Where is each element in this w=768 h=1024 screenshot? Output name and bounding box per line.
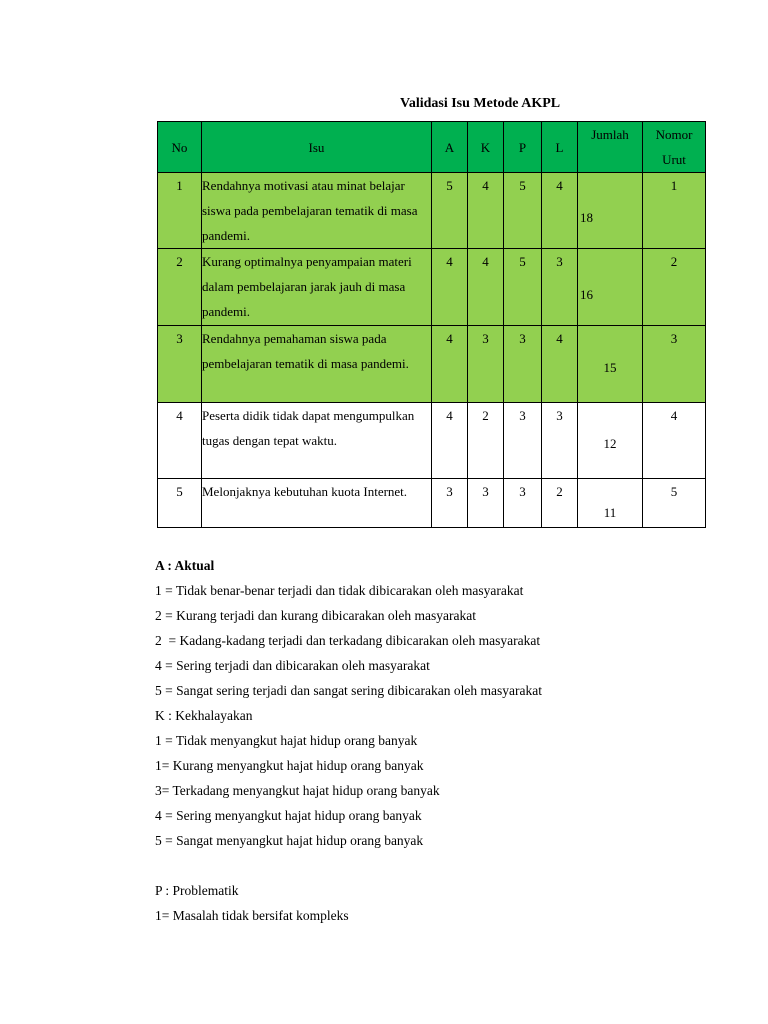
- cell-a: 4: [432, 326, 468, 403]
- cell-jumlah: 15: [578, 326, 643, 403]
- legend-aktual-item: 2 = Kurang terjadi dan kurang dibicarakan oleh masyarakat: [155, 608, 476, 623]
- cell-k: 4: [468, 173, 504, 249]
- cell-no: 3: [158, 326, 202, 403]
- issue-validation-table: [157, 121, 706, 528]
- table-body: [158, 173, 706, 528]
- cell-jumlah: 16: [578, 249, 643, 326]
- cell-no: 5: [158, 479, 202, 528]
- legend: [155, 553, 715, 928]
- legend-problematik-item: 1= Masalah tidak bersifat kompleks: [155, 908, 349, 923]
- header-a: A: [432, 122, 468, 173]
- cell-p: 5: [504, 249, 542, 326]
- cell-isu: Peserta didik tidak dapat mengumpulkan tugas dengan tepat waktu.: [202, 403, 432, 479]
- header-isu: Isu: [202, 122, 432, 173]
- cell-p: 3: [504, 403, 542, 479]
- cell-k: 2: [468, 403, 504, 479]
- table-header-row: [158, 122, 706, 173]
- cell-a: 3: [432, 479, 468, 528]
- legend-kekhalayakan-item: 3= Terkadang menyangkut hajat hidup orang banyak: [155, 783, 440, 798]
- header-k: K: [468, 122, 504, 173]
- legend-aktual-item: 4 = Sering terjadi dan dibicarakan oleh masyarakat: [155, 658, 430, 673]
- cell-no: 2: [158, 249, 202, 326]
- legend-aktual-title: A : Aktual: [155, 558, 215, 573]
- cell-no: 4: [158, 403, 202, 479]
- legend-aktual-item: 1 = Tidak benar-benar terjadi dan tidak dibicarakan oleh masyarakat: [155, 583, 524, 598]
- cell-jumlah: 11: [578, 479, 643, 528]
- legend-aktual-item: 2 = Kadang-kadang terjadi dan terkadang dibicarakan oleh masyarakat: [155, 633, 541, 648]
- cell-p: 3: [504, 479, 542, 528]
- table-row: [158, 403, 706, 479]
- header-p: P: [504, 122, 542, 173]
- cell-k: 3: [468, 326, 504, 403]
- cell-urut: 2: [643, 249, 706, 326]
- table-row: [158, 249, 706, 326]
- cell-isu: Rendahnya pemahaman siswa pada pembelajaran tematik di masa pandemi.: [202, 326, 432, 403]
- cell-a: 4: [432, 249, 468, 326]
- table-row: [158, 326, 706, 403]
- cell-urut: 4: [643, 403, 706, 479]
- cell-no: 1: [158, 173, 202, 249]
- cell-a: 4: [432, 403, 468, 479]
- cell-a: 5: [432, 173, 468, 249]
- header-nomor: Nomor: [655, 127, 693, 142]
- cell-k: 4: [468, 249, 504, 326]
- document-title: Validasi Isu Metode AKPL: [400, 96, 561, 111]
- cell-urut: 1: [643, 173, 706, 249]
- cell-urut: 3: [643, 326, 706, 403]
- cell-k: 3: [468, 479, 504, 528]
- cell-jumlah: 18: [578, 173, 643, 249]
- cell-isu: Kurang optimalnya penyampaian materi dalam pembelajaran jarak jauh di masa pandemi.: [202, 249, 432, 326]
- header-jumlah: Jumlah: [578, 122, 643, 173]
- legend-kekhalayakan-item: 4 = Sering menyangkut hajat hidup orang banyak: [155, 808, 422, 823]
- cell-l: 3: [542, 403, 578, 479]
- legend-kekhalayakan-item: 1= Kurang menyangkut hajat hidup orang banyak: [155, 758, 424, 773]
- legend-kekhalayakan-item: 5 = Sangat menyangkut hajat hidup orang banyak: [155, 833, 424, 848]
- legend-aktual-item: 5 = Sangat sering terjadi dan sangat sering dibicarakan oleh masyarakat: [155, 683, 542, 698]
- header-l: L: [542, 122, 578, 173]
- cell-isu: Rendahnya motivasi atau minat belajar siswa pada pembelajaran tematik di masa pandemi.: [202, 173, 432, 249]
- legend-problematik-title: P : Problematik: [155, 883, 239, 898]
- table-row: [158, 479, 706, 528]
- cell-l: 4: [542, 326, 578, 403]
- cell-p: 5: [504, 173, 542, 249]
- table-row: [158, 173, 706, 249]
- header-no: No: [158, 122, 202, 173]
- cell-jumlah: 12: [578, 403, 643, 479]
- cell-isu: Melonjaknya kebutuhan kuota Internet.: [202, 479, 432, 528]
- header-nomor-urut: [643, 122, 706, 173]
- legend-kekhalayakan-item: 1 = Tidak menyangkut hajat hidup orang banyak: [155, 733, 418, 748]
- cell-l: 4: [542, 173, 578, 249]
- cell-l: 3: [542, 249, 578, 326]
- legend-kekhalayakan-title: K : Kekhalayakan: [155, 708, 253, 723]
- cell-urut: 5: [643, 479, 706, 528]
- cell-l: 2: [542, 479, 578, 528]
- cell-p: 3: [504, 326, 542, 403]
- header-urut: Urut: [662, 152, 686, 167]
